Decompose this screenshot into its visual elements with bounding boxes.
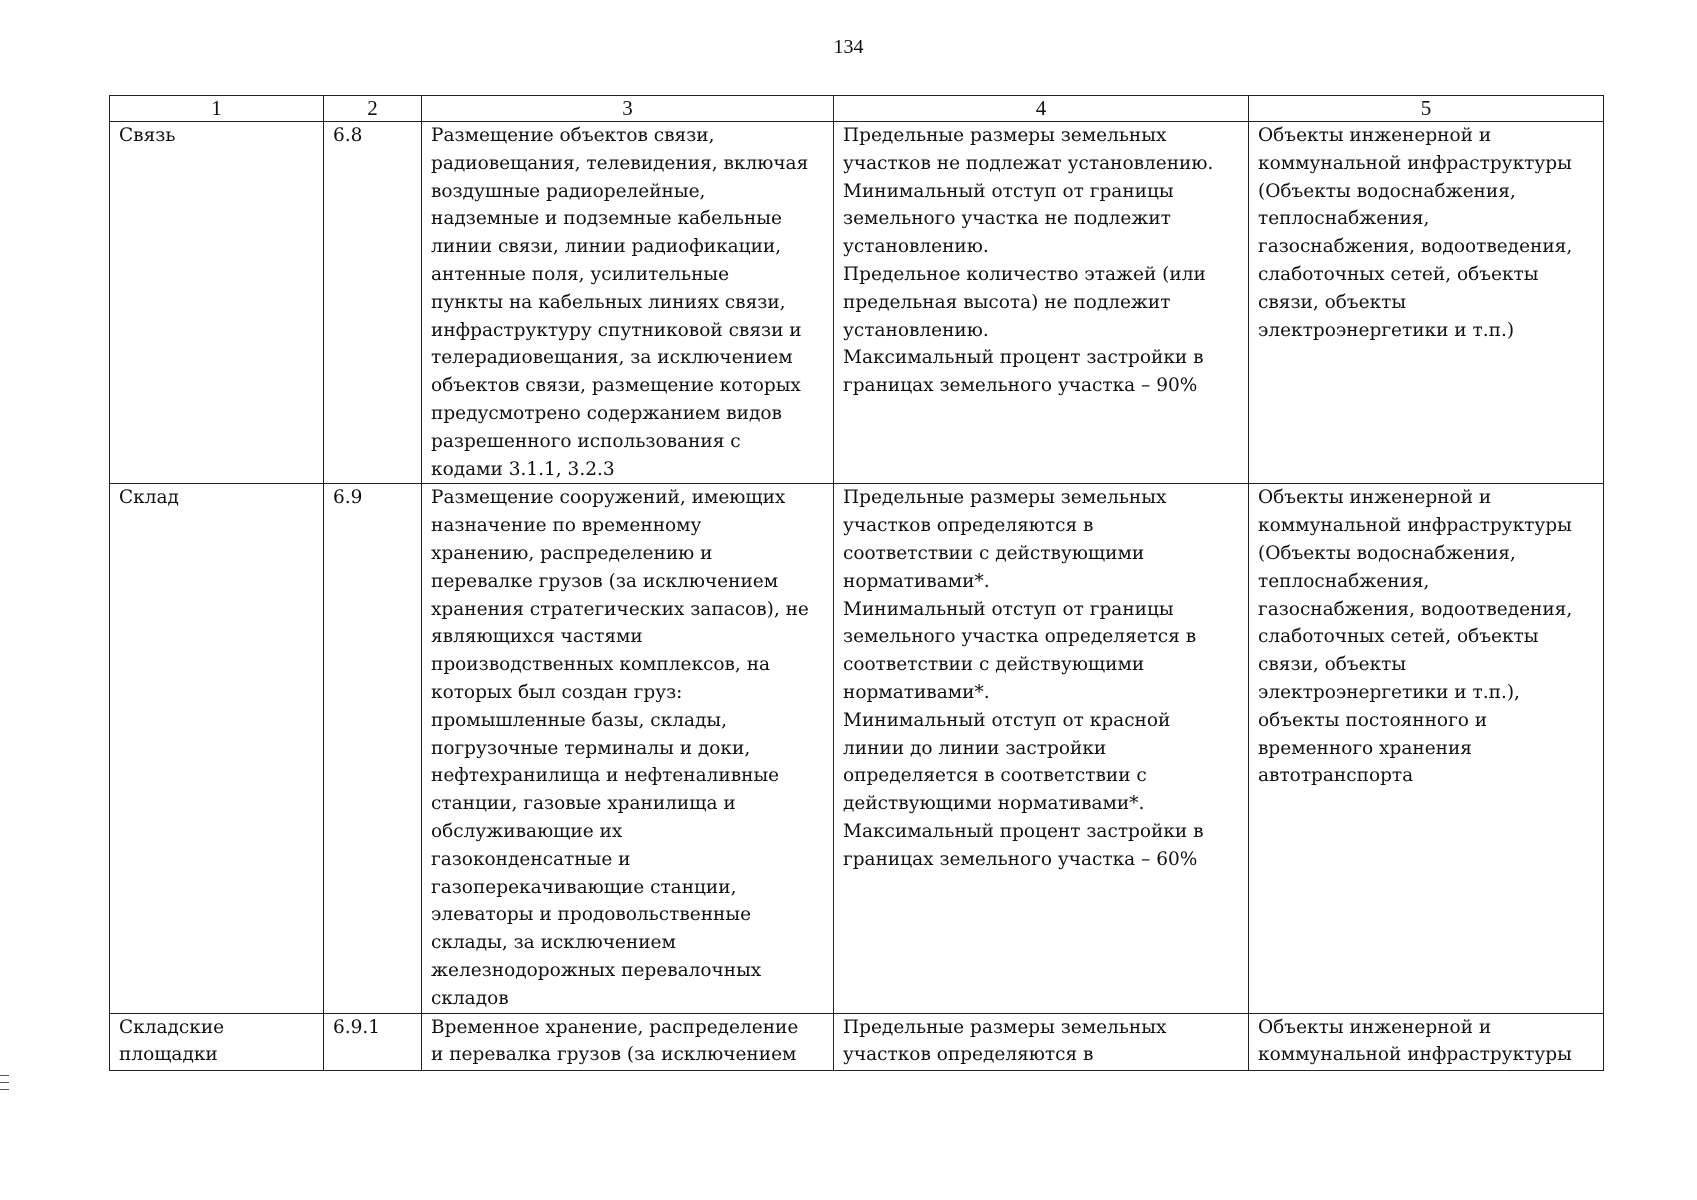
column-header-5: 5 <box>1249 96 1604 122</box>
page-number: 134 <box>833 36 864 58</box>
use-type-description: Временное хранение, распределение и перевалка грузов (за исключением <box>431 1016 799 1066</box>
use-type-name: Складские площадки <box>119 1016 225 1066</box>
use-type-auxiliary: Объекты инженерной и коммунальной инфраструктуры (Объекты водоснабжения, теплоснабжения, газоснабжения, водоотведения, слаботочных сетей, объекты связи, объекты электроэнергетики и т.п.), объекты постоянного и временного хранения автотранспорта <box>1249 484 1604 1013</box>
use-type-auxiliary: Объекты инженерной и коммунальной инфраструктуры (Объекты водоснабжения, теплоснабжения, газоснабжения, водоотведения, слаботочных сетей, объекты связи, объекты электроэнергетики и т.п.) <box>1249 122 1604 484</box>
table-row <box>110 122 1604 484</box>
use-type-code: 6.8 <box>324 122 422 484</box>
scan-margin-mark <box>0 1075 9 1097</box>
column-header-2: 2 <box>324 96 422 122</box>
column-header-3: 3 <box>422 96 834 122</box>
use-type-parameters: Предельные размеры земельных участков определяются в соответствии с действующими нормативами*. Минимальный отступ от границы земельного участка определяется в соответствии с действующими нормативами*. Минимальный отступ от красной линии до линии застройки определяется в соответствии с действующими нормативами*. Максимальный процент застройки в границах земельного участка – 60% <box>834 484 1249 1013</box>
table-header-row <box>110 96 1604 122</box>
land-use-table <box>109 95 1604 1071</box>
table-row <box>110 1013 1604 1070</box>
use-type-code: 6.9 <box>324 484 422 1013</box>
use-type-parameters: Предельные размеры земельных участков не подлежат установлению. Минимальный отступ от границы земельного участка не подлежит установлению. Предельное количество этажей (или предельная высота) не подлежит установлению. Максимальный процент застройки в границах земельного участка – 90% <box>834 122 1249 484</box>
table-row <box>110 484 1604 1013</box>
use-type-parameters: Предельные размеры земельных участков определяются в <box>843 1016 1167 1066</box>
column-header-4: 4 <box>834 96 1249 122</box>
use-type-auxiliary: Объекты инженерной и коммунальной инфраструктуры <box>1258 1016 1572 1066</box>
use-type-name: Связь <box>110 122 324 484</box>
use-type-code: 6.9.1 <box>333 1016 381 1038</box>
use-type-description: Размещение объектов связи, радиовещания, телевидения, включая воздушные радиорелейные, надземные и подземные кабельные линии связи, линии радиофикации, антенные поля, усилительные пункты на кабельных линиях связи, инфраструктуру спутниковой связи и телерадиовещания, за исключением объектов связи, размещение которых предусмотрено содержанием видов разрешенного использования с кодами 3.1.1, 3.2.3 <box>422 122 834 484</box>
use-type-description: Размещение сооружений, имеющих назначение по временному хранению, распределению и перевалке грузов (за исключением хранения стратегических запасов), не являющихся частями производственных комплексов, на которых был создан груз: промышленные базы, склады, погрузочные терминалы и доки, нефтехранилища и нефтеналивные станции, газовые хранилища и обслуживающие их газоконденсатные и газоперекачивающие станции, элеваторы и продовольственные склады, за исключением железнодорожных перевалочных складов <box>422 484 834 1013</box>
column-header-1: 1 <box>110 96 324 122</box>
use-type-name: Склад <box>110 484 324 1013</box>
